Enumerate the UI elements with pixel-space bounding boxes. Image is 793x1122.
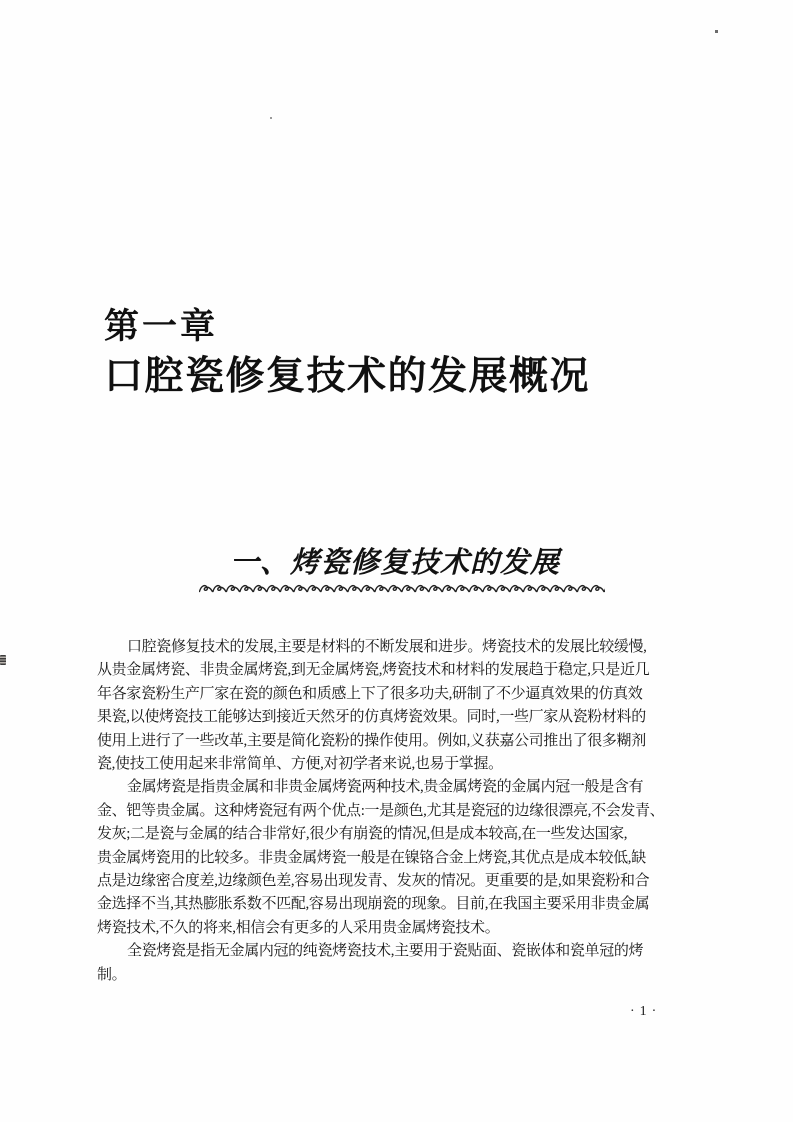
chapter-label: 第一章	[104, 307, 219, 346]
text-line: 使用上进行了一些改革,主要是简化瓷粉的操作使用。例如,义获嘉公司推出了很多糊剂	[97, 732, 646, 749]
text-line: 烤瓷技术,不久的将来,相信会有更多的人采用贵金属烤瓷技术。	[97, 919, 500, 936]
text-line: 全瓷烤瓷是指无金属内冠的纯瓷烤瓷技术,主要用于瓷贴面、瓷嵌体和瓷单冠的烤	[127, 943, 644, 960]
body-text	[97, 636, 697, 987]
chapter-heading-block	[104, 308, 590, 398]
text-line: 贵金属烤瓷用的比较多。非贵金属烤瓷一般是在镍铬合金上烤瓷,其优点是成本较低,缺	[97, 849, 646, 866]
text-line: 年各家瓷粉生产厂家在瓷的颜色和质感上下了很多功夫,研制了不少逼真效果的仿真效	[97, 685, 643, 702]
text-line: 金属烤瓷是指贵金属和非贵金属烤瓷两种技术,贵金属烤瓷的金属内冠一般是含有	[127, 779, 644, 796]
section-heading: 一、烤瓷修复技术的发展	[229, 547, 560, 579]
scan-artifact-speck	[270, 117, 272, 119]
decorative-squiggle-underline	[199, 582, 605, 595]
paragraph	[97, 776, 697, 940]
text-line: 果瓷,以使烤瓷技工能够达到接近天然牙的仿真烤瓷效果。同时,一些厂家从瓷粉材料的	[97, 709, 646, 726]
page-number: ·1·	[630, 1004, 662, 1019]
scan-artifact-left-edge	[0, 655, 6, 665]
text-line: 制。	[97, 966, 127, 983]
text-line: 从贵金属烤瓷、非贵金属烤瓷,到无金属烤瓷,烤瓷技术和材料的发展趋于稳定,只是近几	[97, 662, 650, 679]
text-line: 口腔瓷修复技术的发展,主要是材料的不断发展和进步。烤瓷技术的发展比较缓慢,	[127, 639, 647, 655]
text-line: 瓷,使技工使用起来非常简单、方便,对初学者来说,也易于掌握。	[97, 756, 503, 773]
text-line: 金选择不当,其热膨胀系数不匹配,容易出现崩瓷的现象。目前,在我国主要采用非贵金属	[97, 896, 650, 913]
text-line: 点是边缘密合度差,边缘颜色差,容易出现发青、发灰的情况。更重要的是,如果瓷粉和合	[97, 873, 650, 890]
paragraph	[97, 636, 697, 776]
chapter-title: 口腔瓷修复技术的发展概况	[104, 354, 591, 398]
paragraph	[97, 940, 697, 987]
text-line: 发灰;二是瓷与金属的结合非常好,很少有崩瓷的情况,但是成本较高,在一些发达国家,	[97, 826, 628, 843]
text-line: 金、钯等贵金属。这种烤瓷冠有两个优点:一是颜色,尤其是瓷冠的边缘很漂亮,不会发青、	[97, 802, 665, 819]
scan-artifact-speck	[715, 30, 718, 33]
